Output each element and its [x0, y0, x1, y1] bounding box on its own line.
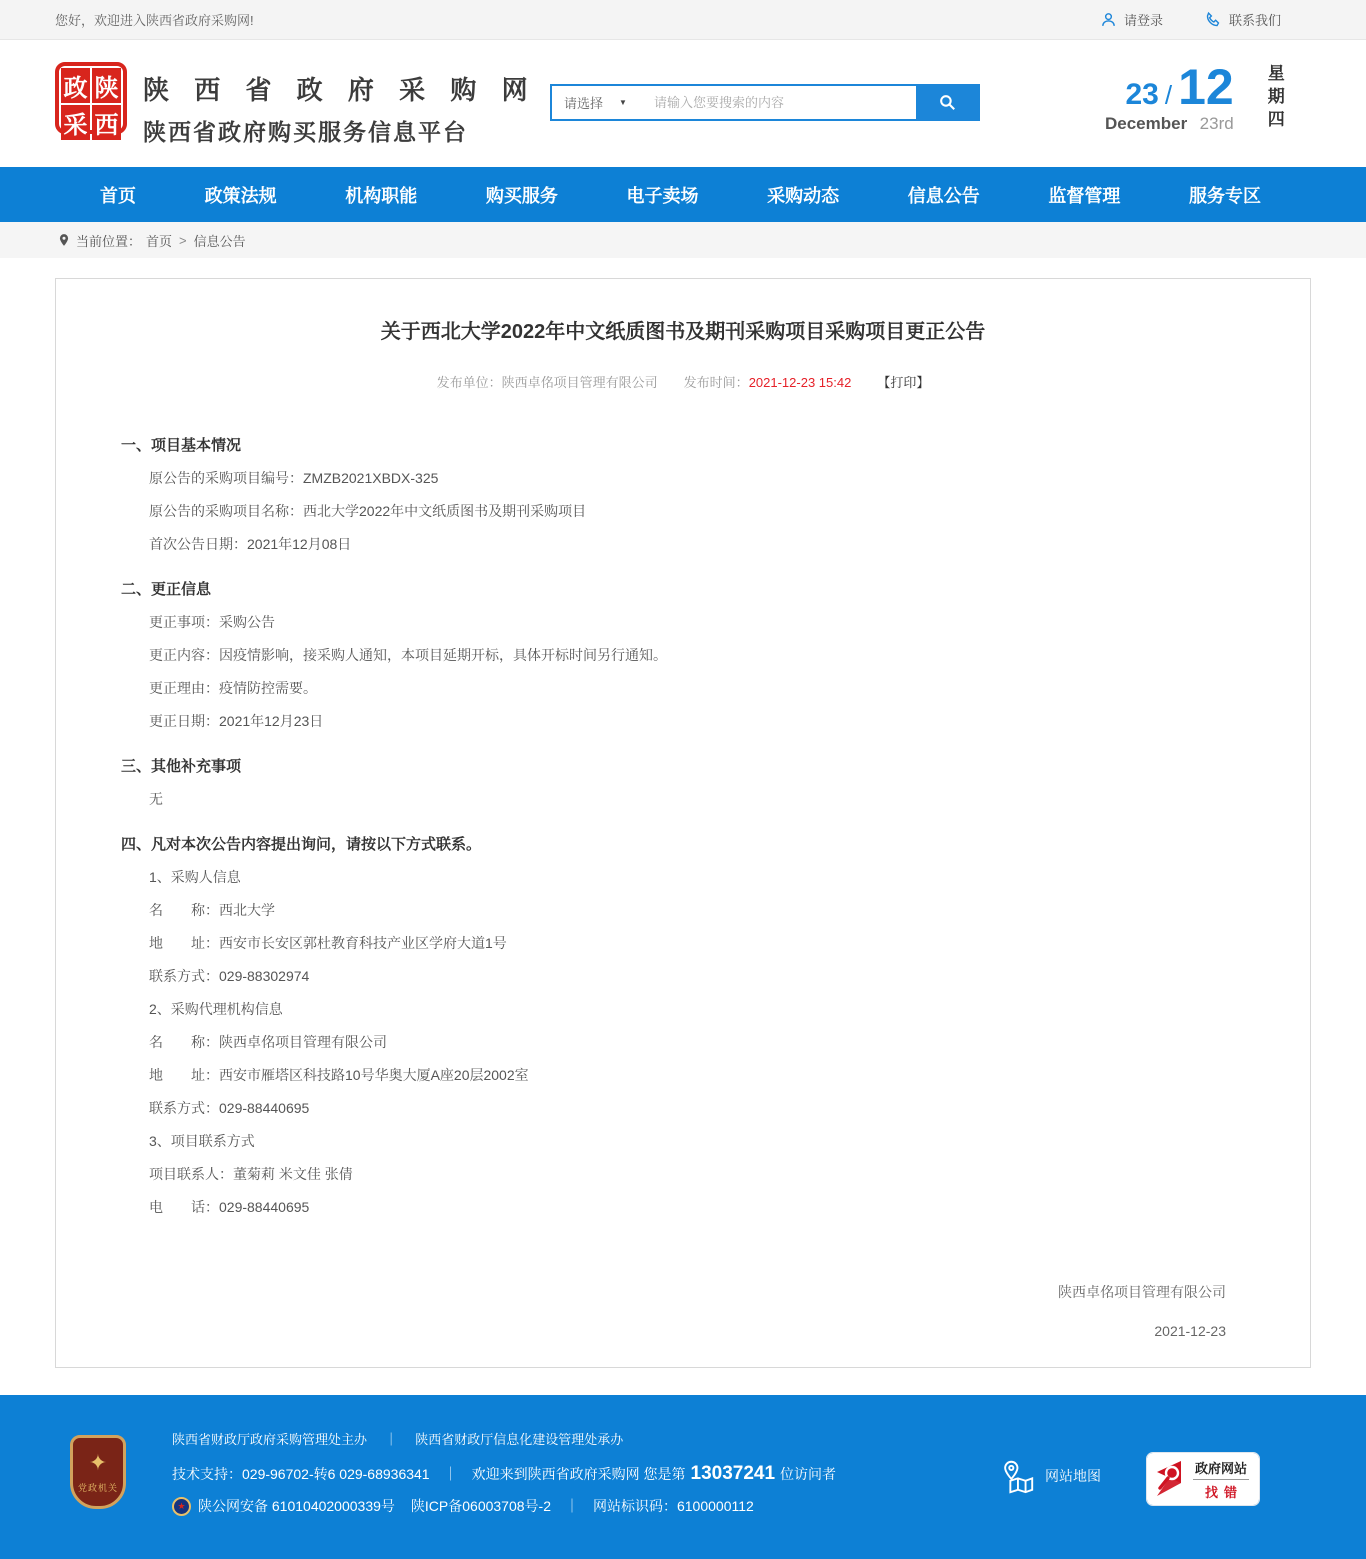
nav-item[interactable]: 采购动态 — [767, 185, 840, 206]
footer-line2 — [172, 1463, 836, 1485]
article-line: 更正理由：疫情防控需要。 — [149, 680, 317, 696]
search-button[interactable] — [916, 86, 978, 119]
map-icon — [998, 1457, 1036, 1495]
article-line: 电 话：029-88440695 — [149, 1199, 310, 1215]
article-line: 地 址：西安市雁塔区科技路10号华奥大厦A座20层2002室 — [149, 1067, 529, 1083]
page-title: 关于西北大学2022年中文纸质图书及期刊采购项目采购项目更正公告 — [380, 321, 986, 343]
print-button[interactable]: 【打印】 — [877, 375, 930, 390]
search-select-label: 请选择 — [564, 96, 604, 111]
date-words — [1105, 114, 1234, 134]
search-bar — [550, 84, 980, 121]
find-error-texts — [1191, 1458, 1251, 1501]
police-badge-icon: ★ — [172, 1497, 191, 1516]
find-error-bottom: 找错 — [1204, 1484, 1243, 1500]
breadcrumb-label: 当前位置： — [76, 233, 142, 249]
publish-time-label: 发布时间： — [683, 375, 749, 390]
contact-link[interactable] — [1205, 10, 1281, 29]
main-nav — [0, 167, 1366, 222]
site-header — [0, 40, 1366, 167]
breadcrumb-current[interactable]: 信息公告 — [193, 233, 246, 249]
topbar-right — [1100, 10, 1281, 29]
article-line: 首次公告日期：2021年12月08日 — [149, 536, 352, 552]
article-line: 一、项目基本情况 — [121, 437, 242, 454]
nav-item[interactable]: 政策法规 — [204, 185, 277, 206]
footer-visitor-suffix: 位访问者 — [780, 1466, 837, 1482]
footer-tech-support: 技术支持：029-96702-转6 029-68936341 — [172, 1466, 430, 1482]
article-line: 原公告的采购项目编号：ZMZB2021XBDX-325 — [149, 470, 439, 486]
nav-item[interactable]: 购买服务 — [485, 185, 558, 206]
flag-magnifier-icon — [1151, 1458, 1191, 1500]
search-category-select[interactable] — [552, 86, 650, 119]
site-logo-seal[interactable] — [55, 62, 127, 139]
location-pin-icon — [57, 232, 71, 248]
main-content — [0, 258, 1366, 1395]
article-signature — [56, 1282, 1310, 1339]
nav-item[interactable]: 监督管理 — [1048, 185, 1121, 206]
article-line: 2、采购代理机构信息 — [149, 1001, 283, 1017]
site-titles — [143, 70, 537, 147]
article-line: 更正内容：因疫情影响，接采购人通知，本项目延期开标，具体开标时间另行通知。 — [149, 647, 667, 663]
date-weekday: 星期四 — [1264, 64, 1284, 133]
party-gov-shield-icon — [70, 1435, 126, 1509]
article-line: 名 称：陕西卓佲项目管理有限公司 — [149, 1034, 387, 1050]
nav-item[interactable]: 电子卖场 — [626, 185, 699, 206]
footer-co-organizer: 陕西省财政厅信息化建设管理处承办 — [415, 1432, 624, 1447]
article-line: 3、项目联系方式 — [149, 1133, 255, 1149]
welcome-text: 您好，欢迎进入陕西省政府采购网! — [55, 13, 254, 28]
announcement-card — [55, 278, 1311, 1368]
search-input[interactable] — [650, 86, 916, 119]
chevron-down-icon: ▼ — [619, 98, 627, 107]
article-line: 1、采购人信息 — [149, 869, 241, 885]
footer-separator: ｜ — [564, 1498, 579, 1514]
footer-icp[interactable]: 陕ICP备06003708号-2 — [410, 1498, 551, 1514]
article-line: 更正事项：采购公告 — [149, 614, 275, 630]
article-line: 更正日期：2021年12月23日 — [149, 713, 324, 729]
signature-company: 陕西卓佲项目管理有限公司 — [1058, 1284, 1226, 1300]
date-widget — [1105, 59, 1287, 134]
breadcrumb — [0, 222, 1366, 258]
shield-label: 党政机关 — [77, 1482, 118, 1493]
nav-item[interactable]: 信息公告 — [907, 185, 980, 206]
publisher-label: 发布单位： — [436, 375, 502, 390]
article-line: 三、其他补充事项 — [121, 758, 242, 775]
logo-char: 西 — [92, 105, 121, 140]
contact-label: 联系我们 — [1228, 13, 1281, 28]
find-error-top: 政府网站 — [1194, 1460, 1247, 1476]
date-main — [1105, 59, 1234, 134]
article-line: 名 称：西北大学 — [149, 902, 275, 918]
visitor-count: 13037241 — [690, 1463, 776, 1484]
signature-date: 2021-12-23 — [1154, 1323, 1226, 1339]
article-line: 项目联系人：董菊莉 米文佳 张倩 — [149, 1166, 353, 1182]
nav-item[interactable]: 服务专区 — [1189, 185, 1261, 206]
footer-beian[interactable]: 陕公网安备 61010402000339号 — [198, 1498, 395, 1514]
logo-char: 陕 — [92, 68, 121, 103]
date-day: 23 — [1125, 78, 1159, 111]
article-line: 四、凡对本次公告内容提出询问，请按以下方式联系。 — [121, 836, 482, 853]
search-icon — [938, 93, 957, 112]
user-icon — [1100, 11, 1117, 28]
login-label: 请登录 — [1123, 13, 1163, 28]
footer-separator: ｜ — [443, 1466, 458, 1482]
date-month-name: December — [1105, 114, 1188, 133]
article-line: 无 — [149, 791, 163, 807]
footer-organizer: 陕西省财政厅政府采购管理处主办 — [172, 1432, 368, 1447]
publish-time-value: 2021-12-23 15:42 — [748, 375, 852, 390]
date-day-ordinal: 23rd — [1199, 114, 1234, 133]
footer-welcome: 欢迎来到陕西省政府采购网 您是第 — [471, 1466, 686, 1482]
logo-char: 政 — [61, 68, 90, 103]
publisher-value: 陕西卓佲项目管理有限公司 — [501, 375, 658, 390]
sitemap-label: 网站地图 — [1045, 1468, 1101, 1484]
site-subtitle: 陕西省政府购买服务信息平台 — [143, 119, 468, 145]
site-title: 陕 西 省 政 府 采 购 网 — [143, 75, 537, 105]
footer-line3 — [172, 1496, 836, 1516]
article-line: 联系方式：029-88440695 — [149, 1100, 310, 1116]
gov-site-error-badge[interactable] — [1147, 1453, 1259, 1505]
find-error-divider — [1193, 1479, 1249, 1480]
article-line: 地 址：西安市长安区郭杜教育科技产业区学府大道1号 — [149, 935, 507, 951]
article-meta — [56, 372, 1310, 391]
nav-item[interactable]: 机构职能 — [345, 185, 418, 206]
top-bar — [0, 0, 1366, 40]
shield-star-icon: ✦ — [88, 1449, 108, 1475]
date-month-number: 12 — [1178, 59, 1234, 115]
login-link[interactable] — [1100, 10, 1163, 29]
phone-icon — [1205, 11, 1222, 28]
logo-char: 采 — [61, 105, 90, 140]
footer-site-code: 网站标识码：6100000112 — [592, 1498, 754, 1514]
date-separator: / — [1164, 80, 1173, 110]
article-line: 联系方式：029-88302974 — [149, 968, 310, 984]
article-line: 原公告的采购项目名称：西北大学2022年中文纸质图书及期刊采购项目 — [149, 503, 587, 519]
article-line: 二、更正信息 — [121, 581, 212, 598]
sitemap-link[interactable] — [998, 1457, 1101, 1495]
footer-text — [172, 1429, 836, 1516]
nav-item[interactable]: 首页 — [100, 185, 136, 206]
article-body — [56, 429, 1310, 1224]
footer-separator: ｜ — [384, 1432, 398, 1447]
breadcrumb-separator: > — [179, 232, 187, 248]
breadcrumb-home[interactable]: 首页 — [146, 233, 173, 249]
date-numbers — [1105, 59, 1234, 115]
footer-line1 — [172, 1429, 836, 1448]
site-footer — [0, 1395, 1366, 1559]
